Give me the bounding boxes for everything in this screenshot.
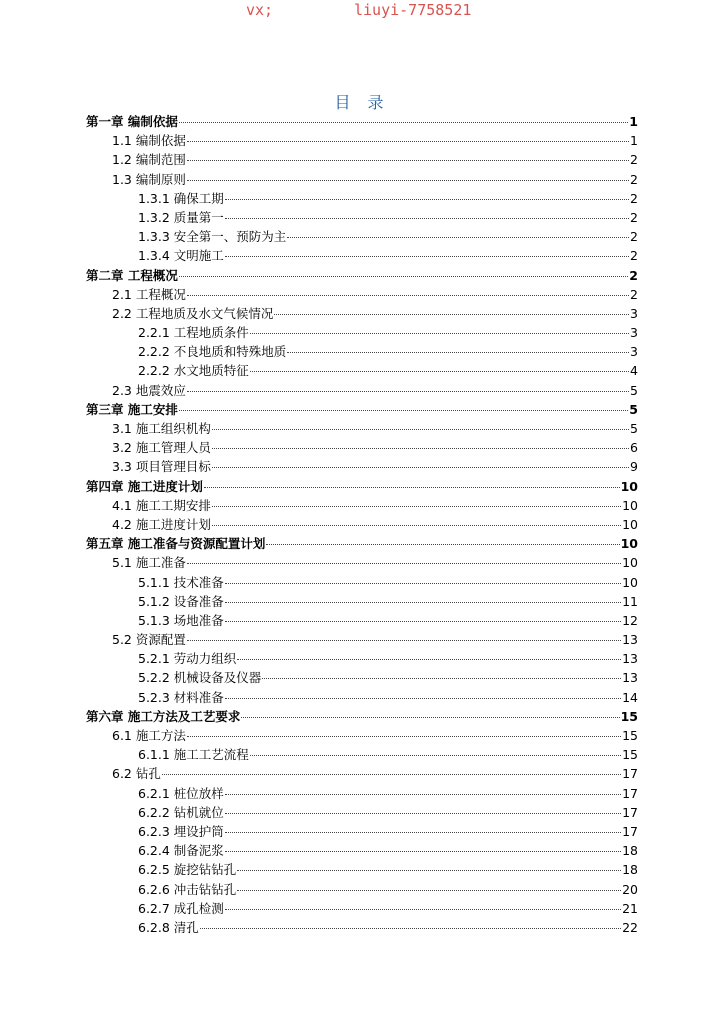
toc-entry-page: 18 <box>622 843 638 859</box>
toc-entry-page: 3 <box>630 305 638 321</box>
watermark-right: liuyi-7758521 <box>354 1 472 19</box>
toc-entry[interactable] <box>86 477 638 496</box>
dot-leader <box>187 391 629 392</box>
toc-entry-label: 5.1.3 场地准备 <box>138 612 224 628</box>
toc-entry[interactable] <box>86 553 638 572</box>
toc-entry-page: 10 <box>622 555 638 571</box>
toc-entry-label: 5.2 资源配置 <box>112 632 186 648</box>
dot-leader <box>262 678 621 679</box>
dot-leader <box>241 717 619 718</box>
toc-entry[interactable] <box>86 688 638 707</box>
toc-entry-label: 6.2.6 冲击钻钻孔 <box>138 881 237 897</box>
toc-entry[interactable] <box>86 304 638 323</box>
dot-leader <box>237 870 621 871</box>
dot-leader <box>225 621 621 622</box>
toc-entry[interactable] <box>86 400 638 419</box>
dot-leader <box>212 525 621 526</box>
toc-entry[interactable] <box>86 860 638 879</box>
dot-leader <box>187 640 621 641</box>
toc-entry-page: 1 <box>629 114 638 129</box>
toc-entry-page: 9 <box>630 459 638 475</box>
toc-entry-label: 第五章 施工准备与资源配置计划 <box>86 536 266 552</box>
watermark-left: vx; <box>246 1 274 19</box>
toc-entry[interactable] <box>86 880 638 899</box>
toc-entry-label: 3.2 施工管理人员 <box>112 440 211 456</box>
toc-entry[interactable] <box>86 668 638 687</box>
toc-entry-page: 2 <box>630 248 638 264</box>
toc-entry[interactable] <box>86 745 638 764</box>
toc-entry-page: 15 <box>622 728 638 743</box>
dot-leader <box>225 909 621 910</box>
dot-leader <box>179 276 628 277</box>
toc-entry[interactable] <box>86 266 638 285</box>
toc-entry-page: 15 <box>620 708 638 724</box>
toc-entry-page: 10 <box>622 574 638 590</box>
toc-entry-page: 2 <box>630 152 638 168</box>
dot-leader <box>225 698 621 699</box>
dot-leader <box>250 755 621 756</box>
toc-entry[interactable] <box>86 361 638 380</box>
toc-entry[interactable] <box>86 573 638 592</box>
toc-entry-label: 第四章 施工进度计划 <box>86 478 203 494</box>
dot-leader <box>250 333 629 334</box>
toc-entry-page: 4 <box>630 363 638 379</box>
toc-entry-label: 1.3.4 文明施工 <box>138 248 224 264</box>
toc-entry[interactable] <box>86 899 638 918</box>
toc-entry-page: 3 <box>630 325 638 341</box>
dot-leader <box>287 352 629 353</box>
toc-entry-label: 6.2.3 埋设护筒 <box>138 823 224 839</box>
toc-entry[interactable] <box>86 534 638 553</box>
toc-entry[interactable] <box>86 822 638 841</box>
toc-entry-page: 17 <box>622 785 638 801</box>
dot-leader <box>225 602 621 603</box>
toc-entry[interactable] <box>86 707 638 726</box>
toc-entry[interactable] <box>86 841 638 860</box>
toc-entry[interactable] <box>86 611 638 630</box>
toc-entry-label: 1.2 编制范围 <box>112 152 186 168</box>
dot-leader <box>225 256 629 257</box>
toc-entry[interactable] <box>86 918 638 937</box>
toc-entry-label: 5.1.1 技术准备 <box>138 574 224 590</box>
toc-entry[interactable] <box>86 227 638 246</box>
dot-leader <box>200 928 621 929</box>
dot-leader <box>212 467 629 468</box>
toc-entry-label: 3.3 项目管理目标 <box>112 459 211 475</box>
toc-entry[interactable] <box>86 112 638 131</box>
toc-entry-page: 20 <box>622 881 638 897</box>
toc-entry[interactable] <box>86 438 638 457</box>
toc-entry-page: 11 <box>622 593 638 609</box>
toc-entry[interactable] <box>86 457 638 476</box>
dot-leader <box>204 487 620 488</box>
dot-leader <box>179 122 628 123</box>
dot-leader <box>266 544 619 545</box>
toc-entry-page: 5 <box>630 421 638 436</box>
toc-entry-page: 1 <box>630 133 638 149</box>
dot-leader <box>187 141 629 142</box>
dot-leader <box>225 199 629 200</box>
dot-leader <box>274 314 629 315</box>
toc-entry[interactable] <box>86 515 638 534</box>
toc-entry-page: 13 <box>622 632 638 648</box>
toc-entry[interactable] <box>86 764 638 783</box>
dot-leader <box>179 410 628 411</box>
toc-entry[interactable] <box>86 170 638 189</box>
dot-leader <box>225 851 621 852</box>
toc-entry-page: 10 <box>622 497 638 513</box>
toc-entry-label: 3.1 施工组织机构 <box>112 421 211 436</box>
dot-leader <box>162 774 621 775</box>
toc-entry-label: 2.2.1 工程地质条件 <box>138 325 249 341</box>
toc-entry-page: 10 <box>620 536 638 552</box>
toc-entry-label: 6.2.8 清孔 <box>138 919 199 935</box>
toc-entry-label: 2.2.2 不良地质和特殊地质 <box>138 344 287 360</box>
toc-entry[interactable] <box>86 419 638 438</box>
toc-entry-label: 5.1.2 设备准备 <box>138 593 224 609</box>
toc-entry-label: 5.2.3 材料准备 <box>138 689 224 705</box>
toc-entry[interactable] <box>86 208 638 227</box>
toc-entry-label: 第三章 施工安排 <box>86 401 178 417</box>
dot-leader <box>237 890 621 891</box>
dot-leader <box>237 659 621 660</box>
toc-entry-page: 5 <box>630 382 638 398</box>
toc-entry-label: 6.2 钻孔 <box>112 766 161 782</box>
toc-entry-label: 6.2.1 桩位放样 <box>138 785 224 801</box>
dot-leader <box>187 180 629 181</box>
toc-entry-label: 6.2.5 旋挖钻钻孔 <box>138 862 237 878</box>
toc-entry-page: 15 <box>622 747 638 763</box>
toc-title: 目 录 <box>334 93 390 112</box>
toc-entry-label: 2.3 地震效应 <box>112 382 186 398</box>
toc-entry-page: 18 <box>622 862 638 878</box>
toc-entry[interactable] <box>86 803 638 822</box>
toc-entry[interactable] <box>86 630 638 649</box>
toc-entry-page: 17 <box>622 823 638 839</box>
dot-leader <box>250 371 629 372</box>
toc-entry-label: 第二章 工程概况 <box>86 267 178 283</box>
toc-entry[interactable] <box>86 285 638 304</box>
dot-leader <box>287 237 629 238</box>
dot-leader <box>187 563 621 564</box>
toc-entry[interactable] <box>86 592 638 611</box>
dot-leader <box>225 583 621 584</box>
toc-entry-label: 2.2.2 水文地质特征 <box>138 363 249 379</box>
toc-entry-label: 6.1.1 施工工艺流程 <box>138 747 249 763</box>
toc-entry[interactable] <box>86 246 638 265</box>
toc-entry-page: 13 <box>622 670 638 686</box>
toc-entry-page: 17 <box>622 766 638 782</box>
toc-entry-page: 22 <box>622 919 638 935</box>
toc-entry-label: 第六章 施工方法及工艺要求 <box>86 708 241 724</box>
dot-leader <box>225 794 621 795</box>
toc-entry[interactable] <box>86 131 638 150</box>
toc-entry-label: 2.2 工程地质及水文气候情况 <box>112 305 274 321</box>
toc-entry[interactable] <box>86 150 638 169</box>
toc-entry-page: 12 <box>622 612 638 628</box>
toc-entry-label: 5.2.2 机械设备及仪器 <box>138 670 262 686</box>
toc-entry[interactable] <box>86 649 638 668</box>
toc-entry-page: 2 <box>630 286 638 302</box>
toc-entry-label: 4.1 施工工期安排 <box>112 497 211 513</box>
toc-entry[interactable] <box>86 726 638 745</box>
toc-entry-label: 4.2 施工进度计划 <box>112 516 211 532</box>
toc-entry-label: 1.3.1 确保工期 <box>138 190 224 206</box>
dot-leader <box>225 832 621 833</box>
toc-entry[interactable] <box>86 381 638 400</box>
toc-entry-page: 14 <box>622 689 638 705</box>
toc-entry-label: 6.1 施工方法 <box>112 728 186 743</box>
toc-entry-page: 21 <box>622 900 638 916</box>
toc-entry-label: 6.2.7 成孔检测 <box>138 900 224 916</box>
toc-entry[interactable] <box>86 323 638 342</box>
toc-entry-page: 13 <box>622 651 638 667</box>
toc-entry-label: 5.2.1 劳动力组织 <box>138 651 237 667</box>
toc-entry-label: 1.3.2 质量第一 <box>138 209 224 225</box>
toc-entry[interactable] <box>86 496 638 515</box>
toc-entry-page: 2 <box>630 209 638 225</box>
dot-leader <box>225 813 621 814</box>
toc-entry-page: 3 <box>630 344 638 360</box>
toc-entry-label: 1.3 编制原则 <box>112 171 186 187</box>
toc-entry-page: 10 <box>620 478 638 494</box>
toc-entry[interactable] <box>86 784 638 803</box>
toc-entry-label: 1.1 编制依据 <box>112 133 186 149</box>
toc-entry-label: 5.1 施工准备 <box>112 555 186 571</box>
toc-entry-label: 6.2.2 钻机就位 <box>138 804 224 820</box>
dot-leader <box>212 506 621 507</box>
toc-entry-page: 2 <box>630 190 638 206</box>
toc-entry-label: 第一章 编制依据 <box>86 114 178 129</box>
dot-leader <box>187 160 629 161</box>
dot-leader <box>187 295 629 296</box>
toc-entry-label: 6.2.4 制备泥浆 <box>138 843 224 859</box>
toc-entry-page: 2 <box>629 267 638 283</box>
watermark <box>0 0 724 22</box>
toc-entry-page: 5 <box>629 401 638 417</box>
dot-leader <box>212 448 629 449</box>
toc-entry-page: 2 <box>630 229 638 245</box>
toc-entry[interactable] <box>86 189 638 208</box>
dot-leader <box>225 218 629 219</box>
toc-entry[interactable] <box>86 342 638 361</box>
toc-entry-label: 1.3.3 安全第一、预防为主 <box>138 229 287 245</box>
dot-leader <box>187 736 621 737</box>
toc-entry-page: 2 <box>630 171 638 187</box>
dot-leader <box>212 429 629 430</box>
toc-entry-page: 6 <box>630 440 638 456</box>
toc-entry-page: 10 <box>622 516 638 532</box>
toc-entry-page: 17 <box>622 804 638 820</box>
table-of-contents <box>86 112 638 937</box>
toc-entry-label: 2.1 工程概况 <box>112 286 186 302</box>
